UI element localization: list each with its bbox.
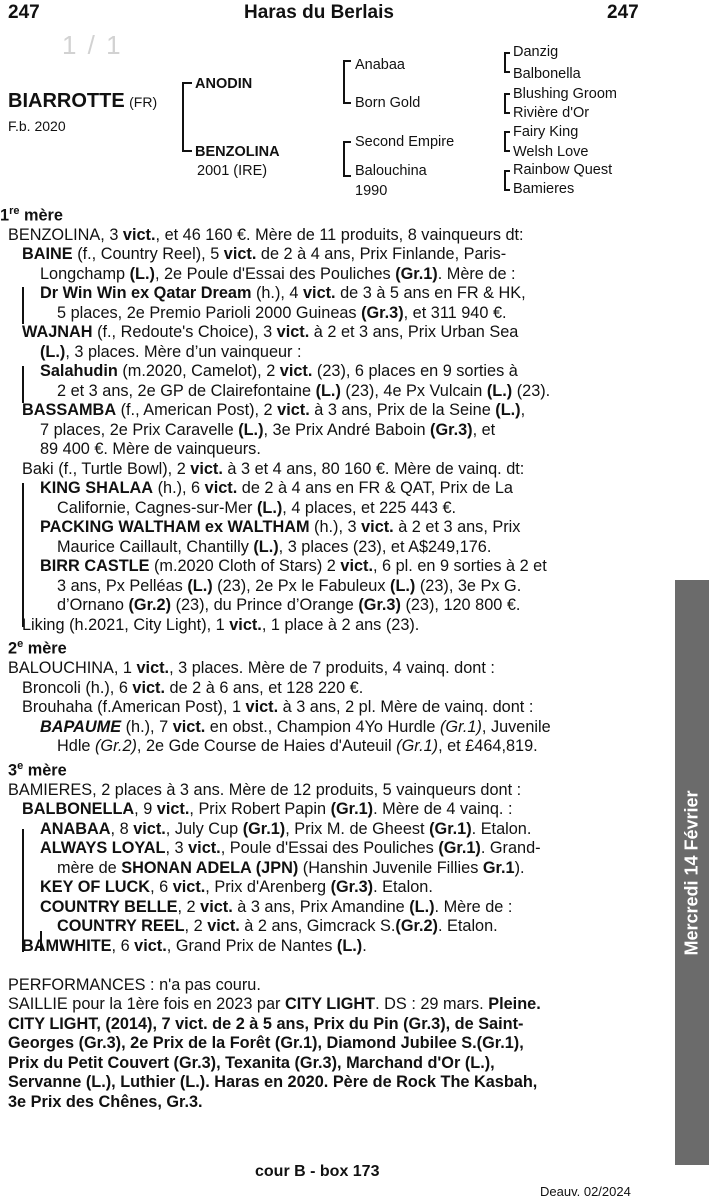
produce-drwinwin: Dr Win Win ex Qatar Dream (h.), 4 vict. de 3 à 5 ans en FR & HK, — [40, 284, 526, 303]
dam-line: BENZOLINA, 3 vict., et 46 160 €. Mère de 11 produits, 8 vainqueurs dt: — [8, 225, 524, 244]
produce-bamwhite: BAMWHITE, 6 vict., Grand Prix de Nantes (L.). — [22, 936, 367, 955]
dam-dam-year: 1990 — [355, 183, 388, 199]
produce-birrcastle: BIRR CASTLE (m.2020 Cloth of Stars) 2 vict., 6 pl. en 9 sorties à 2 et — [40, 557, 547, 576]
produce-countryreel: COUNTRY REEL, 2 vict. à 2 ans, Gimcrack S.(Gr.2). Etalon. — [57, 917, 498, 936]
produce-liking: Liking (h.2021, City Light), 1 vict., 1 place à 2 ans (23). — [22, 615, 420, 634]
g3-5: Welsh Love — [513, 144, 589, 160]
section-2e-mere: 2e mère — [8, 638, 67, 658]
produce-baine: BAINE (f., Country Reel), 5 vict. de 2 à 4 ans, Prix Finlande, Paris- — [22, 245, 507, 264]
greatgranddam-line: BAMIERES, 2 places à 3 ans. Mère de 12 produits, 5 vainqueurs dont : — [8, 780, 522, 799]
dam-info: 2001 (IRE) — [197, 163, 268, 179]
consignor-title: Haras du Berlais — [244, 2, 394, 23]
section-3e-mere: 3e mère — [8, 759, 67, 780]
horse-info: F.b. 2020 — [8, 118, 66, 134]
produce-bapaume: BAPAUME (h.), 7 vict. en obst., Champion 4Yo Hurdle (Gr.1), Juvenile — [40, 717, 551, 736]
produce-anabaa: ANABAA, 8 vict., July Cup (Gr.1), Prix M. de Gheest (Gr.1). Etalon. — [40, 819, 532, 838]
produce-kingshalaa: KING SHALAA (h.), 6 vict. de 2 à 4 ans en FR & QAT, Prix de La — [40, 479, 513, 498]
sire-sire: Anabaa — [355, 57, 405, 73]
g3-2: Blushing Groom — [513, 86, 617, 102]
produce-brouhaha: Brouhaha (f.American Post), 1 vict. à 3 ans, 2 pl. Mère de vainq. dont : — [22, 698, 534, 717]
box-location: cour B - box 173 — [255, 1163, 380, 1180]
g3-1: Balbonella — [513, 66, 581, 82]
catalogue-body: 1re mère BENZOLINA, 3 vict., et 46 160 €. Mère de 11 produits, 8 vainqueurs dt: BAINE (f., Country Reel), 5 vict. de 2 à 4 ans, Prix Finlande, Paris- Longchamp (L.), 2e Poule d'Essai des Pouliches (Gr.1). Mère de : Dr Win Win ex Qatar Dream (h.), 4 vict. de 3 à 5 ans en FR & HK, 5 places, 2e Premio Parioli 2000 Guineas (Gr.3), et 311 940 €. WAJNAH (f., Redoute's Choice), 3 vict. à 2 et 3 ans, Prix Urban Sea (L.), 3 places. Mère d’un vainqueur : Salahudin (m.2020, Camelot), 2 vict. (23), 6 places en 9 sorties à 2 et 3 ans, 2e GP de Clairefontaine (L.) (23), 4e Px Vulcain (L.) (23). BASSAMBA (f., American Post), 2 vict. à 3 ans, Prix de la Seine (L.), 7 places, 2e Prix Caravelle (L.), 3e Prix André Baboin (Gr.3), et 89 400 €. Mère de vainqueurs. Baki (f., Turtle Bowl), 2 vict. à 3 et 4 ans, 80 160 €. Mère de vainq. dt: KING SHALAA (h.), 6 vict. de 2 à 4 ans en FR & QAT, Prix de La Californie, Cagnes-sur-Mer (L.), 4 places, et 225 443 €. PACKING WALTHAM ex WALTHAM (h.), 3 vict. à 2 et 3 ans, Prix Maurice Caillault, Chantilly (L.), 3 places (23), et A$249,176. BIRR CASTLE (m.2020 Cloth of Stars) 2 vict., 6 pl. en 9 sorties à 2 et 3 ans, Px Pelléas (L.) (23), 2e Px le Fabuleux (L.) (23), 3e Px G. d’Ornano (Gr.2) (23), du Prince d’Orange (Gr.3) (23), 120 800 €. Liking (h.2021, City Light), 1 vict., 1 place à 2 ans (23). 2e mère BALOUCHINA, 1 vict., 3 places. Mère de 7 produits, 4 vainq. dont : Broncoli (h.), 6 vict. de 2 à 6 ans, et 128 220 €. Brouhaha (f.American Post), 1 vict. à 3 ans, 2 pl. Mère de vainq. dont : BAPAUME (h.), 7 vict. en obst., Champion 4Yo Hurdle (Gr.1), Juvenile Hdle (Gr.2), 2e Gde Course de Haies d'Auteuil (Gr.1), et £464,819. 3e mère BAMIERES, 2 places à 3 ans. Mère de 12 produits, 5 vainqueurs dont : BALBONELLA, 9 vict., Prix Robert Papin (Gr.1). Mère de 4 vainq. : ANABAA, 8 vict., July Cup (Gr.1), Prix M. de Gheest (Gr.1). Etalon. ALWAYS LOYAL, 3 vict., Poule d'Essai des Pouliches (Gr.1). Grand- mère de SHONAN ADELA (JPN) (Hanshin Juvenile Fillies Gr.1). KEY OF LUCK, 6 vict., Prix d'Arenberg (Gr.3). Etalon. COUNTRY BELLE, 2 vict. à 3 ans, Prix Amandine (L.). Mère de : COUNTRY REEL, 2 vict. à 2 ans, Gimcrack S.(Gr.2). Etalon. BAMWHITE, 6 vict., Grand Prix de Nantes (L.). PERFORMANCES : n'a pas couru. SAILLIE pour la 1ère fois en 2023 par CITY LIGHT. DS : 29 mars. Pleine. CITY LIGHT, (2014), 7 vict. de 2 à 5 ans, Prix du Pin (Gr.3), de Saint- Georges (Gr.3), 2e Prix de la Forêt (Gr.1), Diamond Jubilee S.(Gr.1), Prix du Petit Couvert (Gr.3), Texanita (Gr.3), Marchand d'Or (L.), Servanne (L.), Luthier (L.). Haras en 2020. Père de Rock The Kasbah, 3e Prix des Chênes, Gr.3. — [0, 202, 665, 1112]
produce-wajnah: WAJNAH (f., Redoute's Choice), 3 vict. à 2 et 3 ans, Prix Urban Sea — [22, 323, 519, 342]
granddam-line: BALOUCHINA, 1 vict., 3 places. Mère de 7 produits, 4 vainq. dont : — [8, 659, 495, 678]
sire: ANODIN — [195, 76, 253, 92]
date-side-tab — [675, 580, 709, 1165]
catalogue-code: Deauv. 02/2024 — [540, 1184, 631, 1199]
dam-sire: Second Empire — [355, 134, 455, 150]
g3-3: Rivière d'Or — [513, 105, 590, 121]
g3-0: Danzig — [513, 44, 559, 60]
lot-number-right: 247 — [607, 2, 639, 23]
date-side-label: Mercredi 14 Février — [681, 789, 702, 956]
g3-6: Rainbow Quest — [513, 162, 613, 178]
sire-dam: Born Gold — [355, 95, 421, 111]
horse-country: (FR) — [129, 94, 158, 110]
dam: BENZOLINA — [195, 144, 280, 160]
dam-dam: Balouchina — [355, 163, 427, 179]
produce-salahudin: Salahudin (m.2020, Camelot), 2 vict. (23), 6 places en 9 sorties à — [40, 362, 518, 381]
produce-balbonella: BALBONELLA, 9 vict., Prix Robert Papin (Gr.1). Mère de 4 vainq. : — [22, 800, 513, 819]
produce-bassamba: BASSAMBA (f., American Post), 2 vict. à 3 ans, Prix de la Seine (L.), — [22, 401, 526, 420]
produce-alwaysloyal: ALWAYS LOYAL, 3 vict., Poule d'Essai des Pouliches (Gr.1). Grand- — [40, 839, 541, 858]
produce-keyofluck: KEY OF LUCK, 6 vict., Prix d'Arenberg (Gr.3). Etalon. — [40, 878, 433, 897]
produce-countrybelle: COUNTRY BELLE, 2 vict. à 3 ans, Prix Amandine (L.). Mère de : — [40, 897, 513, 916]
lot-number-left: 247 — [8, 2, 40, 23]
g3-7: Bamieres — [513, 181, 575, 197]
section-1re-mere: 1re mère — [0, 205, 63, 225]
horse-title — [8, 90, 157, 113]
produce-broncoli: Broncoli (h.), 6 vict. de 2 à 6 ans, et 128 220 €. — [22, 678, 364, 697]
horse-name: BIARROTTE — [8, 90, 125, 112]
page-stamp: 1 / 1 — [62, 30, 123, 60]
produce-baki: Baki (f., Turtle Bowl), 2 vict. à 3 et 4 ans, 80 160 €. Mère de vainq. dt: — [22, 459, 525, 478]
saillie: SAILLIE pour la 1ère fois en 2023 par CITY LIGHT. DS : 29 mars. Pleine. — [8, 995, 541, 1014]
produce-packingwaltham: PACKING WALTHAM ex WALTHAM (h.), 3 vict. à 2 et 3 ans, Prix — [40, 518, 521, 537]
g3-4: Fairy King — [513, 124, 579, 140]
performances: PERFORMANCES : n'a pas couru. — [8, 975, 261, 994]
